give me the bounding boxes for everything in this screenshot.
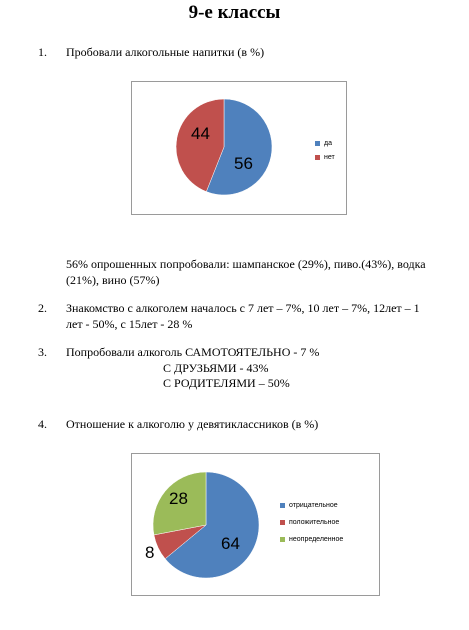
pie-1-legend xyxy=(315,135,335,166)
legend-label-yes: да xyxy=(324,140,332,147)
legend-swatch-negative xyxy=(280,503,285,508)
legend-item-negative xyxy=(280,497,343,514)
pie-chart-1 xyxy=(131,81,347,215)
question-3-line-1: Попробовали алкоголь САМОТОЯТЕЛЬНО - 7 % xyxy=(66,345,320,359)
question-1-text: Пробовали алкогольные напитки (в %) xyxy=(66,45,265,59)
question-2-line-1: Знакомство с алкоголем началось с 7 лет – 7%, 10 лет – 7%, 12лет – 1 xyxy=(66,301,420,315)
pie-chart-2 xyxy=(131,453,380,596)
legend-label-negative: отрицательное xyxy=(289,502,338,509)
legend-swatch-positive xyxy=(280,520,285,525)
item-number-2: 2. xyxy=(38,301,47,315)
pie-1-label-no: 44 xyxy=(191,124,210,143)
question-3-line-3: С РОДИТЕЛЯМИ – 50% xyxy=(163,376,290,390)
pie-2-label-undetermined: 28 xyxy=(169,489,188,508)
item-number-3: 3. xyxy=(38,345,47,359)
pie-chart-1-svg xyxy=(132,82,346,214)
item-number-4: 4. xyxy=(38,417,47,431)
pie-2-label-positive: 8 xyxy=(145,543,155,562)
legend-label-no: нет xyxy=(324,154,335,161)
question-1-note-line-2: (21%), вино (57%) xyxy=(66,273,160,287)
question-3-line-2: С ДРУЗЬЯМИ - 43% xyxy=(163,361,269,375)
legend-label-positive: положительное xyxy=(289,519,340,526)
legend-swatch-undetermined xyxy=(280,537,285,542)
legend-label-undetermined: неопределенное xyxy=(289,536,344,543)
question-1-note-line-1: 56% опрошенных попробовали: шампанское (29%), пиво.(43%), водка xyxy=(66,257,426,271)
pie-2-label-negative: 64 xyxy=(221,534,240,553)
legend-item-undetermined xyxy=(280,531,343,548)
pie-2-legend xyxy=(280,497,343,548)
page-title: 9-е классы xyxy=(188,2,281,23)
question-4-text: Отношение к алкоголю у девятиклассников (в %) xyxy=(66,417,319,431)
item-number-1: 1. xyxy=(38,45,47,59)
legend-swatch-yes xyxy=(315,141,320,146)
legend-swatch-no xyxy=(315,155,320,160)
pie-1-label-yes: 56 xyxy=(234,154,253,173)
question-2-line-2: лет - 50%, с 15лет - 28 % xyxy=(66,317,193,331)
legend-item-no xyxy=(315,149,335,166)
legend-item-positive xyxy=(280,514,343,531)
